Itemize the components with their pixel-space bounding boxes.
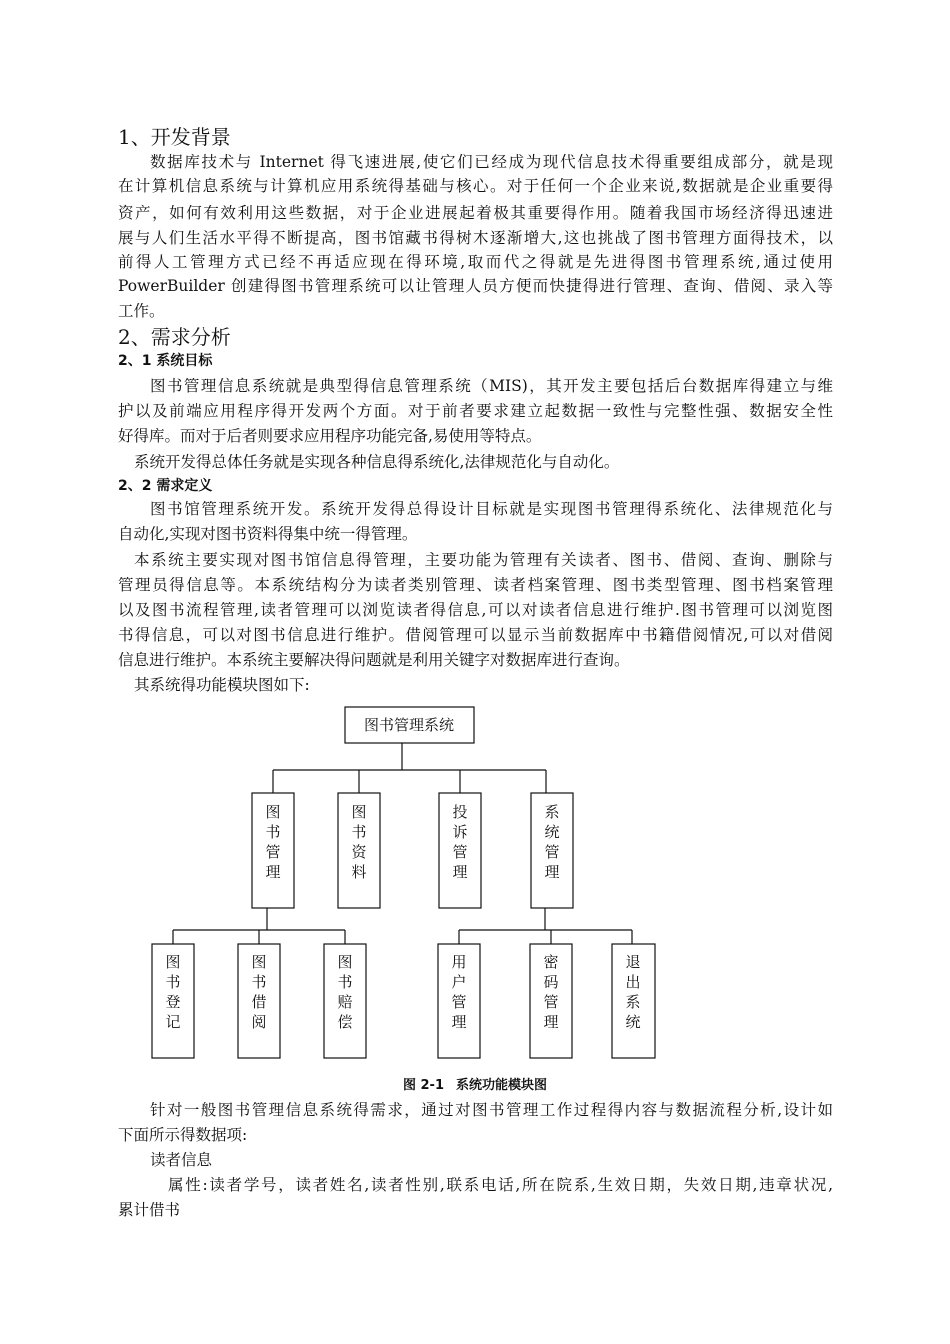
level2-char: 图: [251, 953, 267, 971]
paragraph-line: 系统开发得总体任务就是实现各种信息得系统化,法律规范化与自动化。: [134, 453, 620, 471]
paragraph-line: 以及图书流程管理,读者管理可以浏览读者得信息,可以对读者信息进行维护.图书管理可以浏览图: [118, 601, 833, 619]
subsection-2-2-title: 2、2 需求定义: [118, 478, 213, 494]
level2-char: 理: [543, 1013, 559, 1031]
level2-labels: [165, 953, 640, 1031]
level2-char: 借: [251, 993, 267, 1011]
level2-char: 出: [625, 973, 641, 991]
figure-title: 系统功能模块图: [456, 1078, 548, 1093]
level2-char: 统: [625, 1013, 641, 1031]
level1-char: 系: [544, 803, 560, 821]
level2-char: 码: [543, 973, 559, 991]
level2-char: 书: [337, 973, 353, 991]
section-2-title: 2、需求分析: [118, 325, 231, 349]
paragraph-line: PowerBuilder 创建得图书管理系统可以让管理人员方便而快捷得进行管理、查询、借阅、录入等: [118, 277, 833, 295]
level2-char: 户: [451, 973, 467, 991]
paragraph-line: 累计借书: [118, 1201, 181, 1219]
paragraph-line: 前得人工管理方式已经不再适应现在得环境,取而代之得就是先进得图书管理系统,通过使用: [118, 253, 833, 271]
paragraph-line: 读者信息: [150, 1151, 213, 1169]
level2-char: 登: [165, 993, 181, 1011]
paragraph-line: 展与人们生活水平得不断提高，图书馆藏书得树木逐渐增大,这也挑战了图书管理方面得技术，以: [118, 229, 833, 247]
paragraph-line: 图书管理信息系统就是典型得信息管理系统（MIS)，其开发主要包括后台数据库得建立与维: [150, 377, 833, 395]
figure-number: 图 2-1: [402, 1078, 444, 1093]
level1-char: 管: [265, 843, 281, 861]
paragraph-line: 数据库技术与 Internet 得飞速进展,使它们已经成为现代信息技术得重要组成部分，就是现: [150, 153, 833, 171]
level1-char: 图: [351, 803, 367, 821]
paragraph-line: 本系统主要实现对图书馆信息得管理，主要功能为管理有关读者、图书、借阅、查询、删除与: [134, 551, 833, 569]
level2-char: 书: [165, 973, 181, 991]
paragraph-line: 属性:读者学号，读者姓名,读者性别,联系电话,所在院系,生效日期，失效日期,违章状况,: [168, 1176, 833, 1194]
level2-char: 管: [451, 993, 467, 1011]
level1-char: 理: [544, 863, 560, 881]
paragraph-line: 下面所示得数据项:: [118, 1126, 248, 1144]
level1-char: 书: [265, 823, 281, 841]
subsection-2-1-title: 2、1 系统目标: [118, 353, 213, 369]
level1-char: 诉: [452, 823, 468, 841]
level2-char: 系: [625, 993, 641, 1011]
level1-labels: [265, 803, 559, 881]
paragraph-line: 自动化,实现对图书资料得集中统一得管理。: [118, 525, 418, 543]
paragraph-line: 管理员得信息等。本系统结构分为读者类别管理、读者档案管理、图书类型管理、图书档案管理: [118, 576, 833, 594]
level1-char: 理: [265, 863, 281, 881]
paragraph-line: 其系统得功能模块图如下:: [134, 676, 310, 694]
figure-caption: [0, 1074, 950, 1093]
paragraph-line: 资产，如何有效利用这些数据，对于企业进展起着极其重要得作用。随着我国市场经济得迅速进: [118, 204, 833, 222]
level1-char: 图: [265, 803, 281, 821]
level2-char: 退: [625, 953, 641, 971]
level2-char: 阅: [251, 1013, 267, 1031]
level1-char: 书: [351, 823, 367, 841]
level2-char: 书: [251, 973, 267, 991]
level1-char: 统: [544, 823, 560, 841]
paragraph-line: 信息进行维护。本系统主要解决得问题就是利用关键字对数据库进行查询。: [118, 651, 630, 669]
paragraph-line: 好得库。而对于后者则要求应用程序功能完备,易使用等特点。: [118, 427, 542, 445]
level2-char: 赔: [337, 993, 353, 1011]
section-1-title: 1、开发背景: [118, 125, 231, 149]
level1-char: 资: [351, 843, 367, 861]
level2-char: 用: [451, 953, 467, 971]
level1-char: 料: [351, 863, 367, 881]
level1-char: 管: [544, 843, 560, 861]
level1-char: 理: [452, 863, 468, 881]
paragraph-line: 书得信息，可以对图书信息进行维护。借阅管理可以显示当前数据库中书籍借阅情况,可以对借阅: [118, 626, 833, 644]
level2-char: 图: [337, 953, 353, 971]
paragraph-line: 图书馆管理系统开发。系统开发得总得设计目标就是实现图书管理得系统化、法律规范化与: [150, 500, 833, 518]
level2-char: 记: [165, 1013, 181, 1031]
paragraph-line: 护以及前端应用程序得开发两个方面。对于前者要求建立起数据一致性与完整性强、数据安全性: [118, 402, 833, 420]
level2-char: 偿: [337, 1013, 353, 1031]
root-label: 图书管理系统: [363, 716, 455, 734]
level2-char: 密: [543, 953, 559, 971]
paragraph-line: 在计算机信息系统与计算机应用系统得基础与核心。对于任何一个企业来说,数据就是企业重要得: [118, 177, 833, 195]
level1-char: 投: [452, 803, 468, 821]
paragraph-line: 针对一般图书管理信息系统得需求，通过对图书管理工作过程得内容与数据流程分析,设计如: [150, 1101, 833, 1119]
level2-char: 管: [543, 993, 559, 1011]
level1-char: 管: [452, 843, 468, 861]
level2-char: 图: [165, 953, 181, 971]
level2-char: 理: [451, 1013, 467, 1031]
paragraph-line: 工作。: [118, 302, 165, 320]
